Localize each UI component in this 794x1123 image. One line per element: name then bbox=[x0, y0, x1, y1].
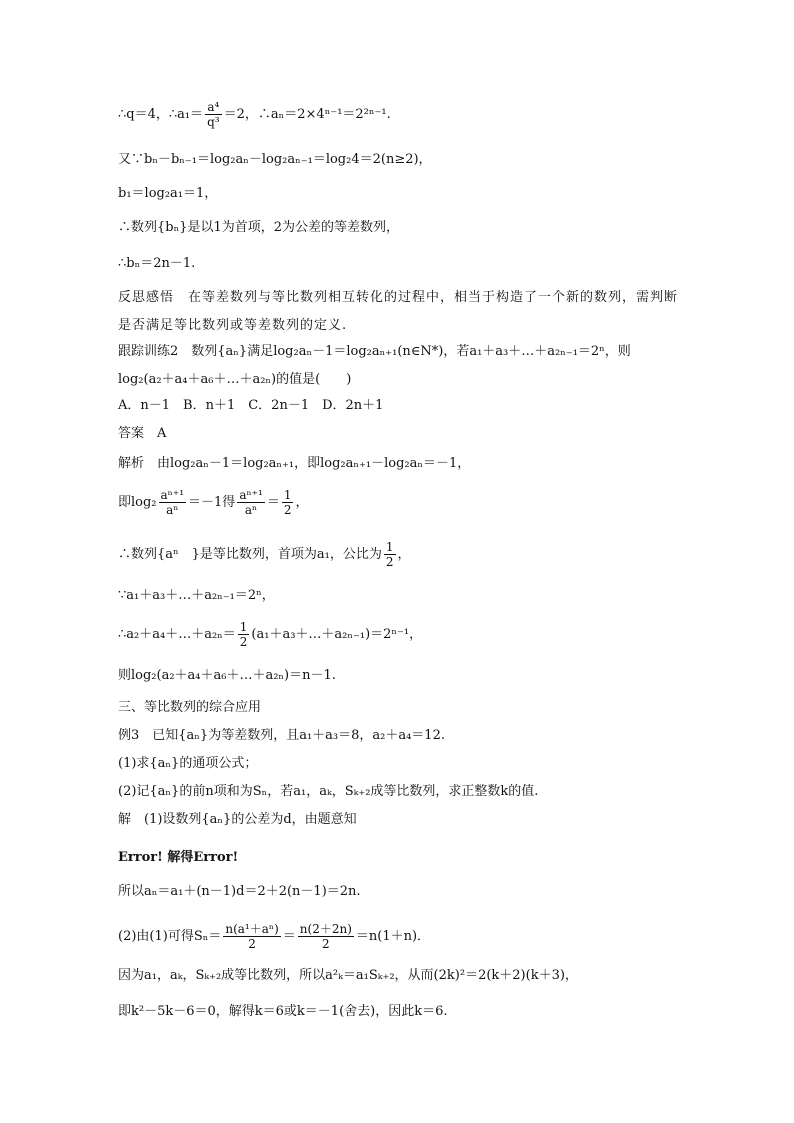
text-segment: ， bbox=[397, 547, 411, 562]
example-3-question: 例3 已知{aₙ}为等差数列，且a₁＋a₃＝8，a₂＋a₄＝12. bbox=[118, 728, 445, 743]
text-segment: ∴q＝4，∴a bbox=[118, 107, 185, 122]
fraction bbox=[384, 540, 396, 569]
line-b1: b₁＝log₂a₁＝1， bbox=[118, 186, 218, 201]
example-3-part-2: (2)记{aₙ}的前n项和为Sₙ，若a₁，aₖ，Sₖ₊₂成等比数列，求正整数k的值. bbox=[118, 784, 539, 799]
text-segment: ＝2，∴aₙ＝2×4ⁿ⁻¹＝2²ⁿ⁻¹. bbox=[223, 107, 391, 122]
fraction-denominator: 2 bbox=[385, 555, 394, 569]
exercise-2-question: 跟踪训练2 数列{aₙ}满足log₂aₙ－1＝log₂aₙ₊₁(n∈N*)，若a₁＋a₃＋…＋a₂ₙ₋₁＝2ⁿ，则 bbox=[118, 344, 631, 359]
line-sn-formula bbox=[118, 922, 430, 951]
line-bn-difference: 又∵bₙ－bₙ₋₁＝log₂aₙ－log₂aₙ₋₁＝log₂4＝2(n≥2)， bbox=[118, 152, 432, 167]
exercise-2-analysis: 解析 由log₂aₙ－1＝log₂aₙ₊₁，即log₂aₙ₊₁－log₂aₙ＝－1， bbox=[118, 456, 471, 471]
fraction-denominator: aⁿ bbox=[244, 503, 258, 517]
text-segment: ＝ bbox=[190, 107, 204, 122]
line-geometric-condition: 因为a₁，aₖ，Sₖ₊₂成等比数列，所以a²ₖ＝a₁Sₖ₊₂，从而(2k)²＝2(k＋2)(k＋3)， bbox=[118, 968, 578, 983]
fraction bbox=[223, 922, 280, 951]
fraction-denominator: aⁿ bbox=[166, 503, 179, 517]
line-an-formula: 所以aₙ＝a₁＋(n－1)d＝2＋2(n－1)＝2n. bbox=[118, 884, 361, 899]
exercise-2-question-cont: log₂(a₂＋a₄＋a₆＋…＋a₂ₙ)的值是( ) bbox=[118, 372, 352, 387]
fraction-numerator: 1 bbox=[239, 620, 248, 634]
example-3-part-1: (1)求{aₙ}的通项公式； bbox=[118, 756, 258, 771]
fraction-denominator: 2 bbox=[248, 937, 256, 951]
fraction-numerator: n(a¹＋aⁿ) bbox=[225, 922, 279, 936]
text-segment: ＝ bbox=[282, 929, 296, 944]
solution-start: 解 (1)设数列{aₙ}的公差为d，由题意知 bbox=[118, 812, 357, 827]
fraction-denominator: 2 bbox=[322, 937, 330, 951]
text-segment: ＝n(1＋n)． bbox=[355, 929, 431, 944]
line-even-sum bbox=[118, 620, 422, 649]
fraction-numerator: aⁿ⁺¹ bbox=[160, 488, 185, 502]
line-log-fraction bbox=[118, 488, 308, 517]
fraction-denominator: q³ bbox=[207, 115, 220, 129]
fraction-denominator: 2 bbox=[283, 503, 292, 517]
fraction bbox=[282, 488, 294, 517]
exercise-2-options: A．n－1 B．n＋1 C．2n－1 D．2n＋1 bbox=[118, 398, 384, 413]
fraction-numerator: aⁿ⁺¹ bbox=[239, 488, 263, 502]
line-bn-arithmetic: ∴数列{bₙ}是以1为首项，2为公差的等差数列， bbox=[118, 220, 400, 235]
line-odd-sum: ∵a₁＋a₃＋…＋a₂ₙ₋₁＝2ⁿ， bbox=[118, 588, 275, 603]
fraction bbox=[298, 922, 354, 951]
fraction-numerator: a⁴ bbox=[205, 100, 222, 115]
line-log-result: 则log₂(a₂＋a₄＋a₆＋…＋a₂ₙ)＝n－1. bbox=[118, 668, 336, 683]
line-bn-formula: ∴bₙ＝2n－1. bbox=[118, 256, 196, 271]
fraction-numerator: 1 bbox=[385, 540, 394, 554]
fraction bbox=[238, 620, 250, 649]
fraction bbox=[205, 100, 222, 129]
text-segment: ₁ bbox=[184, 107, 191, 122]
text-segment: ， bbox=[295, 495, 309, 510]
text-segment: ＝－1得 bbox=[188, 495, 236, 510]
exercise-2-answer: 答案 A bbox=[118, 426, 167, 441]
fraction-denominator: 2 bbox=[239, 635, 248, 649]
line-q-and-an bbox=[118, 100, 391, 129]
reflection-line-2: 是否满足等比数列或等差数列的定义. bbox=[118, 318, 348, 333]
text-segment: ∴a₂＋a₄＋…＋a₂ₙ＝ bbox=[118, 627, 236, 642]
fraction-numerator: n(2＋2n) bbox=[299, 922, 352, 936]
section-heading: 三、等比数列的综合应用 bbox=[118, 700, 262, 715]
error-line: Error! 解得Error! bbox=[118, 850, 239, 865]
text-segment: (2)由(1)可得Sₙ＝ bbox=[118, 929, 222, 944]
fraction bbox=[237, 488, 265, 517]
text-segment: (a₁＋a₃＋…＋a₂ₙ₋₁)＝2ⁿ⁻¹， bbox=[251, 627, 423, 642]
fraction bbox=[159, 488, 187, 517]
text-segment: ＝ bbox=[266, 495, 280, 510]
line-solve-k: 即k²－5k－6＝0，解得k＝6或k＝－1(舍去)，因此k＝6. bbox=[118, 1004, 448, 1019]
fraction-numerator: 1 bbox=[283, 488, 292, 502]
reflection-line-1: 反思感悟 在等差数列与等比数列相互转化的过程中，相当于构造了一个新的数列，需判断 bbox=[118, 290, 679, 305]
line-geometric-ratio bbox=[118, 540, 411, 569]
text-segment: ∴数列{aⁿ }是等比数列，首项为a₁，公比为 bbox=[118, 547, 382, 562]
text-segment: 即log₂ bbox=[118, 495, 157, 510]
